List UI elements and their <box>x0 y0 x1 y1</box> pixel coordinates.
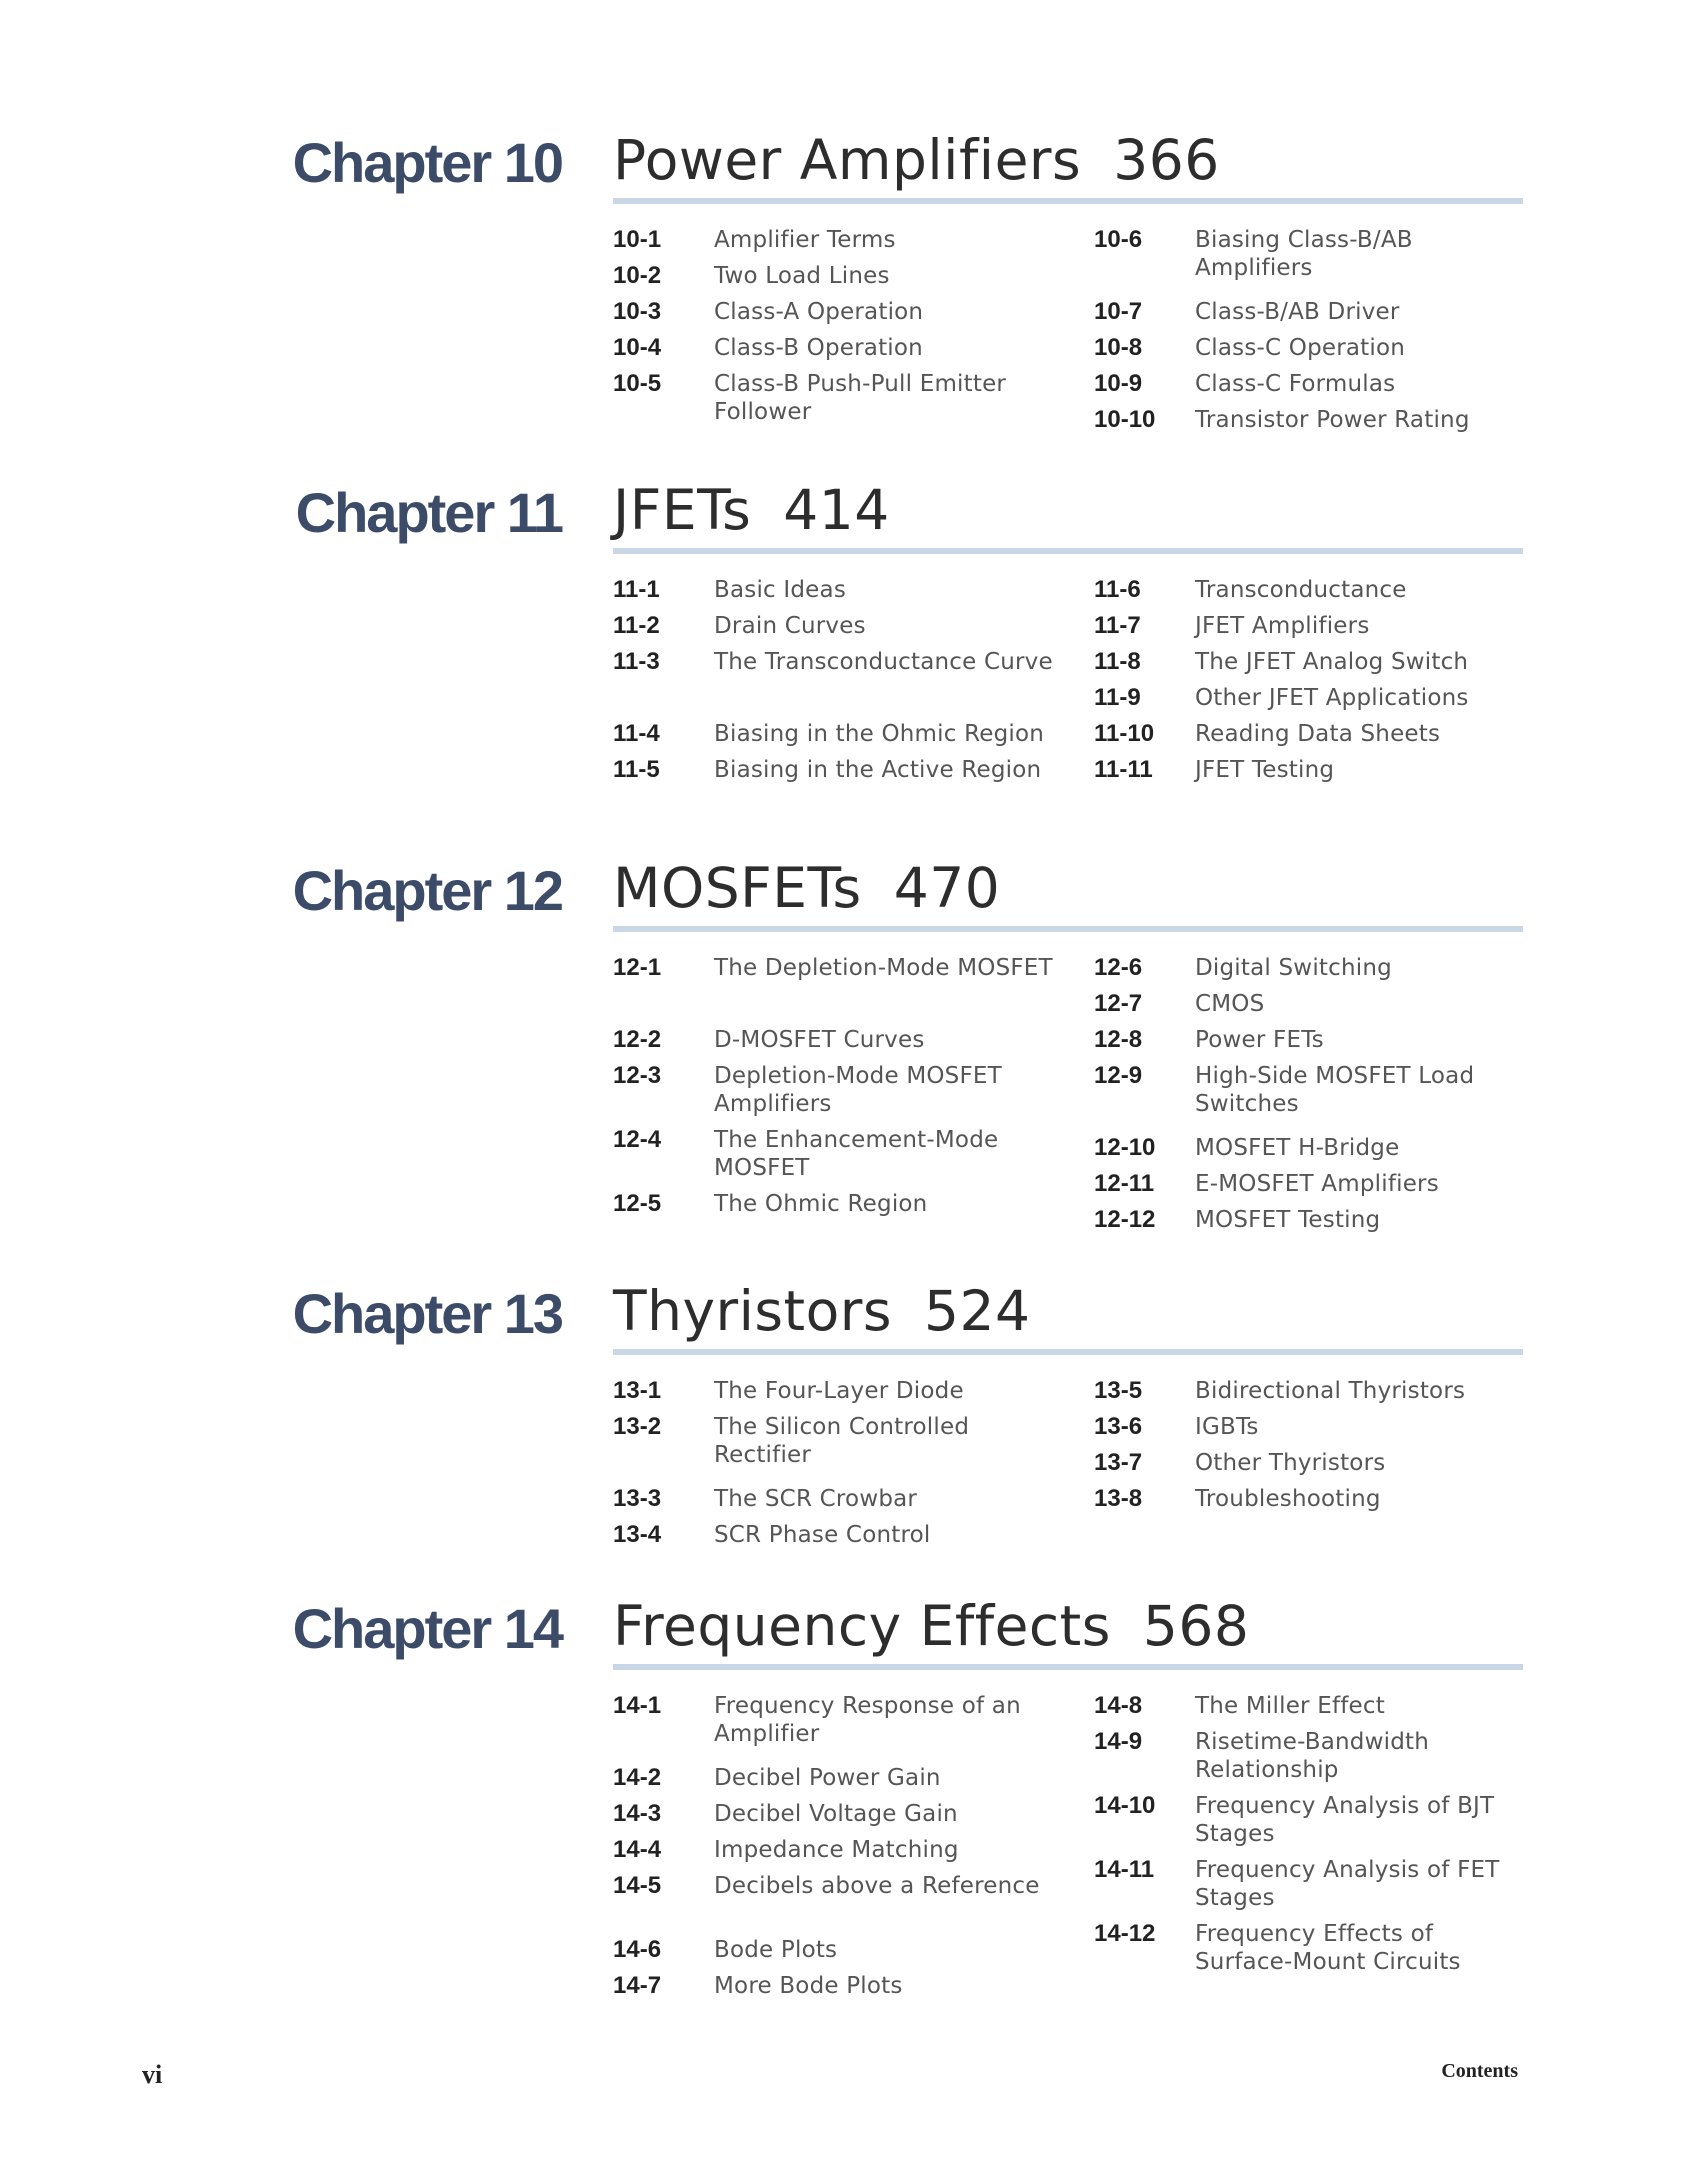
section-title: The Four-Layer Diode <box>714 1378 964 1404</box>
section-title: Biasing Class-B/AB Amplifiers <box>1195 227 1413 281</box>
section-title: Decibels above a Reference <box>714 1873 1040 1899</box>
toc-entry[interactable] <box>1094 954 1524 982</box>
chapter-title-text: Thyristors <box>613 1279 893 1343</box>
section-number: 13-6 <box>1094 1413 1143 1440</box>
toc-entry[interactable] <box>613 262 1053 290</box>
section-number: 14-2 <box>613 1764 662 1791</box>
toc-entry[interactable] <box>613 1972 1053 2000</box>
chapter-page-number: 414 <box>783 478 890 542</box>
chapter-divider <box>613 198 1523 204</box>
section-title: The Depletion-Mode MOSFET <box>714 955 1053 981</box>
toc-entry[interactable] <box>1094 1449 1524 1477</box>
section-number: 10-1 <box>613 226 662 253</box>
toc-entry[interactable] <box>613 1800 1053 1828</box>
chapter-label: Chapter 13 <box>292 1282 562 1345</box>
toc-entry[interactable] <box>613 1190 1053 1218</box>
toc-entry[interactable] <box>613 1062 1053 1118</box>
section-title: Class-A Operation <box>714 299 924 325</box>
section-title: The Transconductance Curve <box>714 649 1053 675</box>
section-number: 14-12 <box>1094 1920 1156 1947</box>
section-number: 13-1 <box>613 1377 662 1404</box>
section-title: Transistor Power Rating <box>1195 407 1470 433</box>
section-title: Troubleshooting <box>1195 1486 1381 1512</box>
section-number: 14-9 <box>1094 1728 1143 1755</box>
toc-entry[interactable] <box>1094 370 1524 398</box>
section-title: Depletion-Mode MOSFET Amplifiers <box>714 1063 1002 1117</box>
toc-entry[interactable] <box>613 1126 1053 1182</box>
section-title: MOSFET Testing <box>1195 1207 1381 1233</box>
section-number: 11-7 <box>1094 612 1141 639</box>
section-number: 12-7 <box>1094 990 1143 1017</box>
section-number: 14-5 <box>613 1872 662 1899</box>
section-title: Frequency Analysis of BJT Stages <box>1195 1793 1495 1847</box>
toc-entry[interactable] <box>613 1872 1053 1900</box>
section-number: 11-8 <box>1094 648 1141 675</box>
toc-entry[interactable] <box>613 1936 1053 1964</box>
section-title: The Enhancement-Mode MOSFET <box>714 1127 999 1181</box>
section-title: Frequency Response of an Amplifier <box>714 1693 1021 1747</box>
toc-entry[interactable] <box>1094 990 1524 1018</box>
chapter-divider <box>613 926 1523 932</box>
section-number: 14-6 <box>613 1936 662 1963</box>
section-title: The JFET Analog Switch <box>1195 649 1469 675</box>
chapter-title-text: Frequency Effects <box>613 1594 1111 1658</box>
section-title: The SCR Crowbar <box>714 1486 918 1512</box>
section-title: High-Side MOSFET Load Switches <box>1195 1063 1475 1117</box>
toc-entry[interactable] <box>613 1413 1053 1469</box>
section-title: JFET Amplifiers <box>1195 613 1370 639</box>
section-number: 10-5 <box>613 370 662 397</box>
section-title: Class-B Push-Pull Emitter Follower <box>714 371 1007 425</box>
section-number: 10-2 <box>613 262 662 289</box>
toc-entry[interactable] <box>1094 1206 1524 1234</box>
chapter-label: Chapter 14 <box>292 1597 562 1660</box>
chapter-title[interactable] <box>613 1279 1031 1343</box>
toc-entry[interactable] <box>613 370 1053 426</box>
chapter-title[interactable] <box>613 856 1001 920</box>
section-number: 12-12 <box>1094 1206 1156 1233</box>
section-number: 12-4 <box>613 1126 662 1153</box>
toc-entry[interactable] <box>613 1026 1053 1054</box>
section-number: 14-7 <box>613 1972 662 1999</box>
section-title: Amplifier Terms <box>714 227 896 253</box>
toc-entry[interactable] <box>1094 298 1524 326</box>
toc-entry[interactable] <box>613 612 1053 640</box>
section-title: Bode Plots <box>714 1937 838 1963</box>
section-number: 14-11 <box>1094 1856 1155 1883</box>
toc-entry[interactable] <box>613 1485 1053 1513</box>
section-number: 13-2 <box>613 1413 662 1440</box>
toc-entry[interactable] <box>1094 576 1524 604</box>
section-title: Reading Data Sheets <box>1195 721 1441 747</box>
section-title: Transconductance <box>1195 577 1407 603</box>
toc-entry[interactable] <box>1094 1134 1524 1162</box>
section-number: 11-11 <box>1094 756 1153 783</box>
section-number: 12-11 <box>1094 1170 1155 1197</box>
section-title: Frequency Effects of Surface-Mount Circuits <box>1195 1921 1461 1975</box>
chapter-page-number: 366 <box>1113 128 1220 192</box>
section-number: 13-7 <box>1094 1449 1143 1476</box>
section-number: 12-8 <box>1094 1026 1143 1053</box>
section-number: 12-9 <box>1094 1062 1143 1089</box>
chapter-title-text: Power Amplifiers <box>613 128 1082 192</box>
section-title: Bidirectional Thyristors <box>1195 1378 1466 1404</box>
section-title: D-MOSFET Curves <box>714 1027 925 1053</box>
section-number: 12-3 <box>613 1062 662 1089</box>
section-title: Class-B/AB Driver <box>1195 299 1400 325</box>
section-number: 13-8 <box>1094 1485 1143 1512</box>
section-number: 11-1 <box>613 576 660 603</box>
toc-entry[interactable] <box>613 1377 1053 1405</box>
toc-entry[interactable] <box>1094 1920 1524 1976</box>
toc-entry[interactable] <box>613 1521 1053 1549</box>
toc-entry[interactable] <box>1094 756 1524 784</box>
toc-entry[interactable] <box>1094 1170 1524 1198</box>
section-title: The Silicon Controlled Rectifier <box>714 1414 970 1468</box>
section-title: Two Load Lines <box>714 263 890 289</box>
section-number: 11-9 <box>1094 684 1141 711</box>
chapter-divider <box>613 1664 1523 1670</box>
section-title: More Bode Plots <box>714 1973 903 1999</box>
toc-entry[interactable] <box>1094 1062 1524 1118</box>
section-number: 12-10 <box>1094 1134 1156 1161</box>
section-number: 12-5 <box>613 1190 662 1217</box>
toc-entry[interactable] <box>1094 1728 1524 1784</box>
section-title: Class-C Formulas <box>1195 371 1396 397</box>
section-number: 10-7 <box>1094 298 1143 325</box>
toc-entry[interactable] <box>1094 226 1524 282</box>
chapter-page-number: 470 <box>893 856 1001 920</box>
toc-entry[interactable] <box>613 226 1053 254</box>
toc-entry[interactable] <box>1094 684 1524 712</box>
section-number: 11-5 <box>613 756 660 783</box>
section-number: 13-3 <box>613 1485 662 1512</box>
chapter-divider <box>613 548 1523 554</box>
section-number: 11-3 <box>613 648 660 675</box>
section-title: Digital Switching <box>1195 955 1392 981</box>
section-title: IGBTs <box>1195 1414 1259 1440</box>
toc-entry[interactable] <box>613 576 1053 604</box>
running-footer: Contents <box>1441 2060 1518 2082</box>
toc-entry[interactable] <box>613 1836 1053 1864</box>
chapter-label: Chapter 11 <box>295 481 562 544</box>
chapter-page-number: 568 <box>1142 1594 1250 1658</box>
section-number: 14-4 <box>613 1836 662 1863</box>
toc-entry[interactable] <box>613 334 1053 362</box>
section-title: Power FETs <box>1195 1027 1324 1053</box>
section-number: 10-3 <box>613 298 662 325</box>
chapter-title-text: MOSFETs <box>613 856 862 920</box>
chapter-divider <box>613 1349 1523 1355</box>
toc-entry[interactable] <box>1094 1026 1524 1054</box>
section-number: 14-3 <box>613 1800 662 1827</box>
toc-entry[interactable] <box>613 1764 1053 1792</box>
toc-entry[interactable] <box>1094 1856 1524 1912</box>
toc-entry[interactable] <box>1094 406 1524 434</box>
toc-entry[interactable] <box>613 720 1053 748</box>
toc-entry[interactable] <box>1094 1485 1524 1513</box>
section-number: 10-4 <box>613 334 662 361</box>
section-number: 11-10 <box>1094 720 1155 747</box>
section-title: Class-C Operation <box>1195 335 1406 361</box>
chapter-title-text: JFETs <box>613 478 752 542</box>
section-title: SCR Phase Control <box>714 1522 931 1548</box>
section-number: 10-6 <box>1094 226 1143 253</box>
section-number: 12-1 <box>613 954 662 981</box>
chapter-page-number: 524 <box>924 1279 1031 1343</box>
toc-entry[interactable] <box>1094 720 1524 748</box>
chapter-title[interactable] <box>613 128 1220 192</box>
section-title: Impedance Matching <box>714 1837 959 1863</box>
section-number: 11-6 <box>1094 576 1141 603</box>
section-number: 13-5 <box>1094 1377 1143 1404</box>
toc-entry[interactable] <box>1094 648 1524 676</box>
section-title: Drain Curves <box>714 613 866 639</box>
toc-entry[interactable] <box>613 1692 1053 1748</box>
section-title: The Ohmic Region <box>714 1191 928 1217</box>
section-title: Class-B Operation <box>714 335 923 361</box>
section-title: Decibel Voltage Gain <box>714 1801 958 1827</box>
section-number: 11-2 <box>613 612 660 639</box>
toc-entry[interactable] <box>1094 334 1524 362</box>
section-title: Biasing in the Ohmic Region <box>714 721 1045 747</box>
section-number: 14-10 <box>1094 1792 1156 1819</box>
chapter-title[interactable] <box>613 1594 1250 1658</box>
section-title: Basic Ideas <box>714 577 847 603</box>
toc-entry[interactable] <box>1094 1413 1524 1441</box>
section-title: Biasing in the Active Region <box>714 757 1042 783</box>
section-number: 12-6 <box>1094 954 1143 981</box>
toc-entry[interactable] <box>1094 1377 1524 1405</box>
section-title: CMOS <box>1195 991 1265 1017</box>
toc-entry[interactable] <box>1094 1692 1524 1720</box>
section-number: 13-4 <box>613 1521 662 1548</box>
section-title: Frequency Analysis of FET Stages <box>1195 1857 1500 1911</box>
section-number: 11-4 <box>613 720 660 747</box>
section-title: Risetime-Bandwidth Relationship <box>1195 1729 1429 1783</box>
section-number: 14-8 <box>1094 1692 1143 1719</box>
toc-entry[interactable] <box>613 648 1053 676</box>
chapter-label: Chapter 12 <box>292 859 562 922</box>
section-title: Decibel Power Gain <box>714 1765 941 1791</box>
section-title: E-MOSFET Amplifiers <box>1195 1171 1439 1197</box>
section-title: The Miller Effect <box>1195 1693 1385 1719</box>
toc-entry[interactable] <box>613 954 1053 982</box>
section-title: MOSFET H-Bridge <box>1195 1135 1400 1161</box>
toc-entry[interactable] <box>613 298 1053 326</box>
toc-entry[interactable] <box>613 756 1053 784</box>
section-number: 10-10 <box>1094 406 1156 433</box>
page-number: vi <box>142 2060 163 2089</box>
section-title: Other Thyristors <box>1195 1450 1386 1476</box>
section-number: 10-8 <box>1094 334 1143 361</box>
chapter-title[interactable] <box>613 478 890 542</box>
chapter-label: Chapter 10 <box>292 131 562 194</box>
section-title: Other JFET Applications <box>1195 685 1469 711</box>
section-title: JFET Testing <box>1195 757 1335 783</box>
toc-entry[interactable] <box>1094 1792 1524 1848</box>
section-number: 14-1 <box>613 1692 662 1719</box>
section-number: 10-9 <box>1094 370 1143 397</box>
toc-entry[interactable] <box>1094 612 1524 640</box>
section-number: 12-2 <box>613 1026 662 1053</box>
